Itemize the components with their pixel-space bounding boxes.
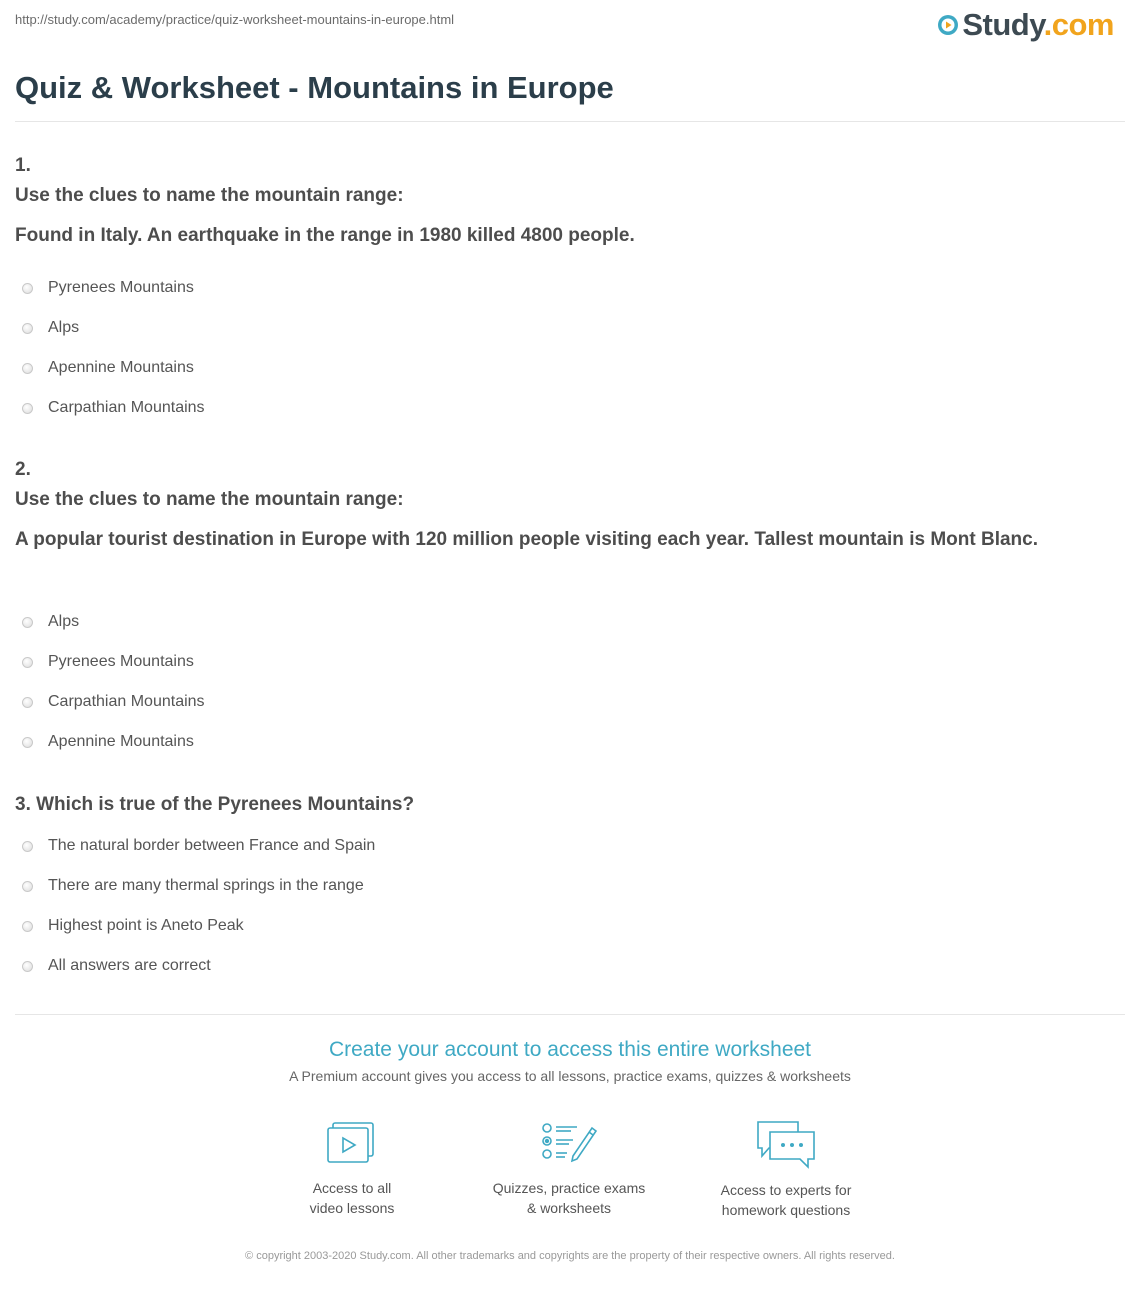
radio-button[interactable] (22, 283, 33, 294)
question-1-choices (22, 268, 205, 428)
question-3-choices (22, 826, 375, 986)
brand-name: Study.com (962, 7, 1114, 42)
answer-option[interactable] (22, 268, 205, 308)
answer-option[interactable] (22, 906, 375, 946)
answer-label: There are many thermal springs in the range (48, 877, 364, 894)
question-2-choices (22, 602, 205, 762)
answer-label: Alps (48, 319, 80, 336)
question-1-prompt: Use the clues to name the mountain range: (15, 185, 404, 206)
create-account-link[interactable]: Create your account to access this entire worksheet (328, 1038, 812, 1061)
answer-label: All answers are correct (48, 957, 211, 974)
question-2-clue: A popular tourist destination in Europe with 120 million people visiting each year. Tallest mountain is Mont Blanc. (15, 529, 1038, 550)
video-lesson-icon (324, 1118, 380, 1168)
radio-button[interactable] (22, 881, 33, 892)
question-1-number: 1. (15, 155, 31, 176)
feature-label: Access to all video lessons (309, 1180, 395, 1216)
answer-label: Alps (48, 613, 80, 630)
feature-label: Access to experts for homework questions (720, 1182, 852, 1218)
radio-button[interactable] (22, 657, 33, 668)
divider (15, 121, 1125, 122)
question-2-number: 2. (15, 459, 31, 480)
page-title: Quiz & Worksheet - Mountains in Europe (15, 70, 614, 105)
page-url: http://study.com/academy/practice/quiz-worksheet-mountains-in-europe.html (15, 12, 455, 27)
radio-button[interactable] (22, 617, 33, 628)
cta-subtitle: A Premium account gives you access to all lessons, practice exams, quizzes & worksheets (289, 1068, 851, 1084)
answer-option[interactable] (22, 348, 205, 388)
answer-option[interactable] (22, 308, 205, 348)
answer-label: Carpathian Mountains (48, 693, 205, 710)
quiz-checklist-icon (539, 1118, 599, 1168)
question-1-clue: Found in Italy. An earthquake in the range in 1980 killed 4800 people. (15, 225, 635, 246)
answer-option[interactable] (22, 722, 205, 762)
answer-label: Carpathian Mountains (48, 399, 205, 416)
radio-button[interactable] (22, 363, 33, 374)
answer-option[interactable] (22, 826, 375, 866)
radio-button[interactable] (22, 841, 33, 852)
divider (15, 1014, 1125, 1015)
answer-label: Pyrenees Mountains (48, 653, 194, 670)
radio-button[interactable] (22, 737, 33, 748)
feature-experts (686, 1118, 886, 1220)
answer-label: Apennine Mountains (48, 359, 194, 376)
radio-button[interactable] (22, 697, 33, 708)
chat-bubbles-icon (753, 1118, 819, 1170)
answer-label: Pyrenees Mountains (48, 279, 194, 296)
answer-option[interactable] (22, 946, 375, 986)
feature-video-lessons (252, 1118, 452, 1218)
feature-label: Quizzes, practice exams & worksheets (492, 1180, 646, 1216)
feature-quizzes (469, 1118, 669, 1218)
answer-option[interactable] (22, 642, 205, 682)
study-logo[interactable] (937, 8, 1114, 42)
answer-label: Apennine Mountains (48, 733, 194, 750)
answer-option[interactable] (22, 682, 205, 722)
play-circle-icon (937, 14, 959, 36)
answer-label: The natural border between France and Spain (48, 837, 376, 854)
answer-label: Highest point is Aneto Peak (48, 917, 244, 934)
question-2-prompt: Use the clues to name the mountain range: (15, 489, 404, 510)
radio-button[interactable] (22, 323, 33, 334)
answer-option[interactable] (22, 602, 205, 642)
copyright-notice: © copyright 2003-2020 Study.com. All other trademarks and copyrights are the property of their respective owners. All rights reserved. (245, 1250, 895, 1262)
answer-option[interactable] (22, 866, 375, 906)
question-3-prompt: 3. Which is true of the Pyrenees Mountains? (15, 794, 415, 815)
radio-button[interactable] (22, 961, 33, 972)
answer-option[interactable] (22, 388, 205, 428)
radio-button[interactable] (22, 921, 33, 932)
radio-button[interactable] (22, 403, 33, 414)
